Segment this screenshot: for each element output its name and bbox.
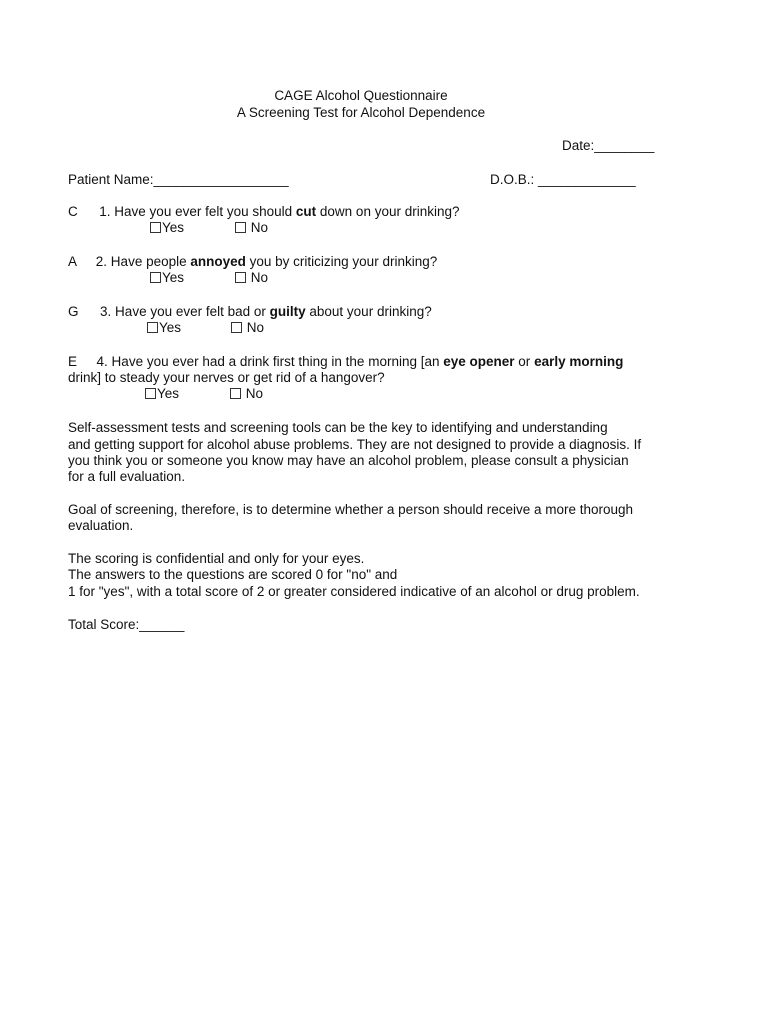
q4-no-option[interactable]: No [230, 386, 263, 402]
checkbox-icon[interactable] [145, 388, 156, 399]
checkbox-icon[interactable] [230, 388, 241, 399]
q1-yes-option[interactable]: Yes [150, 220, 184, 236]
question-e-line2: drink] to steady your nerves or get rid of a hangover? [68, 370, 385, 385]
paragraph-line: Goal of screening, therefore, is to determine whether a person should receive a more thorough [68, 502, 634, 517]
q4-yes-option[interactable]: Yes [145, 386, 179, 402]
paragraph-line: The scoring is confidential and only for your eyes. [68, 551, 365, 566]
question-letter: E [68, 354, 78, 369]
paragraph-line: and getting support for alcohol abuse problems. They are not designed to provide a diagnosis. If [68, 437, 642, 452]
question-letter: A [68, 254, 77, 269]
date-field[interactable]: Date:________ [562, 138, 655, 153]
question-g: G 3. Have you ever felt bad or guilty about your drinking? [68, 304, 432, 319]
checkbox-icon[interactable] [150, 272, 161, 283]
question-letter: C [68, 204, 78, 219]
dob-field[interactable]: D.O.B.: _____________ [490, 172, 636, 187]
question-a: A 2. Have people annoyed you by criticizing your drinking? [68, 254, 438, 269]
checkbox-icon[interactable] [231, 322, 242, 333]
q3-no-option[interactable]: No [231, 320, 264, 336]
checkbox-icon[interactable] [235, 272, 246, 283]
checkbox-icon[interactable] [235, 222, 246, 233]
checkbox-icon[interactable] [147, 322, 158, 333]
question-e: E 4. Have you ever had a drink first thing in the morning [an eye opener or early morning [68, 354, 624, 369]
total-score-field[interactable]: Total Score:______ [68, 617, 185, 632]
question-letter: G [68, 304, 79, 319]
page-title: CAGE Alcohol Questionnaire [274, 88, 448, 103]
q2-yes-option[interactable]: Yes [150, 270, 184, 286]
question-c: C 1. Have you ever felt you should cut down on your drinking? [68, 204, 460, 219]
q3-yes-option[interactable]: Yes [147, 320, 181, 336]
q1-no-option[interactable]: No [235, 220, 268, 236]
page-subtitle: A Screening Test for Alcohol Dependence [236, 105, 486, 120]
paragraph-line: you think you or someone you know may have an alcohol problem, please consult a physician [68, 453, 629, 468]
q2-no-option[interactable]: No [235, 270, 268, 286]
paragraph-line: Self-assessment tests and screening tools can be the key to identifying and understanding [68, 420, 608, 435]
checkbox-icon[interactable] [150, 222, 161, 233]
paragraph-line: evaluation. [68, 518, 134, 533]
patient-name-field[interactable]: Patient Name:__________________ [68, 172, 289, 187]
paragraph-line: The answers to the questions are scored 0 for "no" and [68, 567, 398, 582]
paragraph-line: 1 for "yes", with a total score of 2 or greater considered indicative of an alcohol or drug problem. [68, 584, 640, 599]
paragraph-line: for a full evaluation. [68, 469, 186, 484]
